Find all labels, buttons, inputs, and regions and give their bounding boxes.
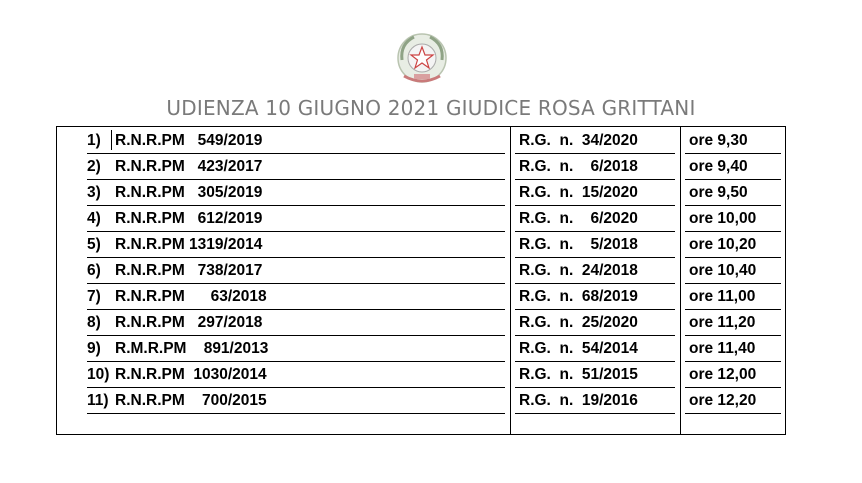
row-underline (87, 413, 505, 414)
row-number: 2) (87, 158, 101, 175)
row-number: 7) (87, 288, 101, 305)
rg-cell: R.G. n. 6/2020 (519, 210, 638, 227)
rnr-pm-cell: R.M.R.PM 891/2013 (115, 340, 269, 357)
table-row (57, 310, 787, 336)
cell-divider (111, 130, 112, 150)
rg-cell: R.G. n. 51/2015 (519, 366, 638, 383)
rnr-pm-cell: R.N.R.PM 612/2019 (115, 210, 263, 227)
rnr-pm-cell: R.N.R.PM 297/2018 (115, 314, 263, 331)
table-row (57, 258, 787, 284)
table-row (57, 232, 787, 258)
page-title: UDIENZA 10 GIUGNO 2021 GIUDICE ROSA GRITTANI (166, 96, 696, 120)
table-row (57, 284, 787, 310)
row-underline (515, 413, 675, 414)
table-row (57, 388, 787, 414)
row-underline (685, 413, 781, 414)
table-row (57, 336, 787, 362)
row-number: 8) (87, 314, 101, 331)
row-number: 3) (87, 184, 101, 201)
table-row (57, 206, 787, 232)
rg-cell: R.G. n. 6/2018 (519, 158, 638, 175)
rg-cell: R.G. n. 5/2018 (519, 236, 638, 253)
time-cell: ore 9,50 (689, 184, 748, 201)
rnr-pm-cell: R.N.R.PM 423/2017 (115, 158, 263, 175)
rg-cell: R.G. n. 19/2016 (519, 392, 638, 409)
table-row (57, 128, 787, 154)
time-cell: ore 11,20 (689, 314, 756, 331)
row-number: 9) (87, 340, 101, 357)
table-row (57, 180, 787, 206)
time-cell: ore 11,40 (689, 340, 756, 357)
time-cell: ore 12,20 (689, 392, 757, 409)
rg-cell: R.G. n. 25/2020 (519, 314, 638, 331)
rnr-pm-cell: R.N.R.PM 700/2015 (115, 392, 267, 409)
time-cell: ore 12,00 (689, 366, 757, 383)
rg-cell: R.G. n. 24/2018 (519, 262, 638, 279)
row-number: 5) (87, 236, 101, 253)
rg-cell: R.G. n. 15/2020 (519, 184, 638, 201)
row-number: 1) (87, 132, 101, 149)
rnr-pm-cell: R.N.R.PM 305/2019 (115, 184, 263, 201)
row-number: 10) (87, 366, 110, 383)
row-number: 4) (87, 210, 101, 227)
time-cell: ore 11,00 (689, 288, 756, 305)
time-cell: ore 9,30 (689, 132, 748, 149)
row-number: 11) (87, 392, 109, 409)
time-cell: ore 10,20 (689, 236, 757, 253)
rnr-pm-cell: R.N.R.PM 63/2018 (115, 288, 267, 305)
rnr-pm-cell: R.N.R.PM 738/2017 (115, 262, 263, 279)
rnr-pm-cell: R.N.R.PM 1030/2014 (115, 366, 267, 383)
row-number: 6) (87, 262, 101, 279)
rnr-pm-cell: R.N.R.PM 549/2019 (115, 132, 263, 149)
italian-republic-emblem-icon (392, 30, 452, 90)
rg-cell: R.G. n. 54/2014 (519, 340, 638, 357)
hearing-schedule-table (56, 126, 786, 435)
time-cell: ore 9,40 (689, 158, 748, 175)
time-cell: ore 10,40 (689, 262, 757, 279)
rg-cell: R.G. n. 68/2019 (519, 288, 638, 305)
rg-cell: R.G. n. 34/2020 (519, 132, 638, 149)
table-row (57, 154, 787, 180)
rnr-pm-cell: R.N.R.PM 1319/2014 (115, 236, 263, 253)
time-cell: ore 10,00 (689, 210, 757, 227)
table-row (57, 362, 787, 388)
